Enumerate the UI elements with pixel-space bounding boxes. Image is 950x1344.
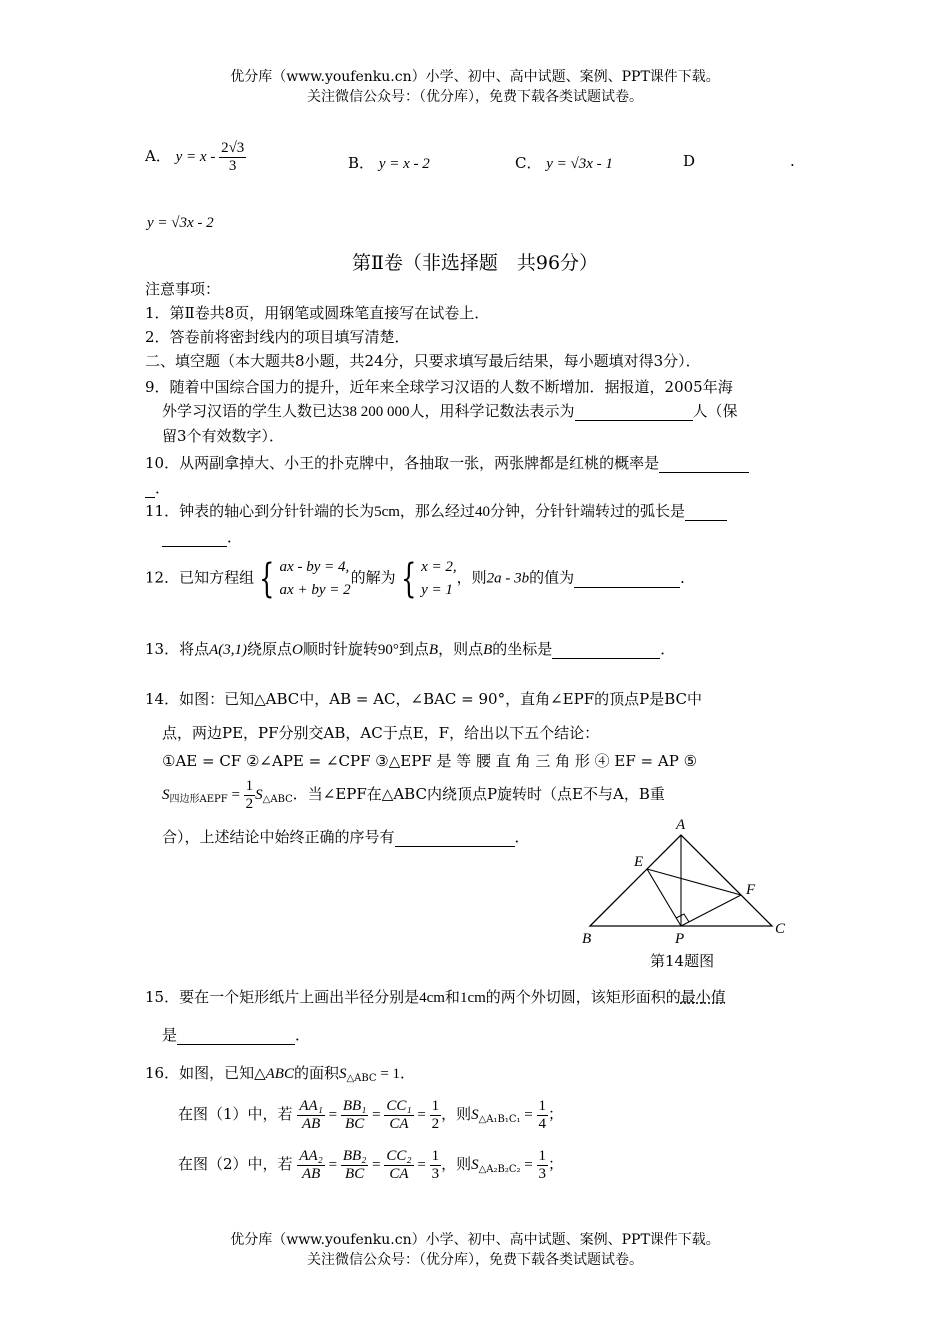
label-b: B <box>582 931 592 947</box>
q16-fig2-line <box>178 1148 563 1182</box>
q13-text-mid2: 顺时针旋转 <box>302 640 378 658</box>
q13-answer-blank[interactable] <box>552 640 660 659</box>
segment-pf <box>681 895 741 926</box>
q14-half-num: 1 <box>245 778 254 794</box>
q16-text-a: 16．如图，已知△ <box>145 1064 266 1082</box>
q16-fig1-value <box>430 1098 442 1132</box>
q16-fig1-r1-num: AA₁ <box>299 1098 323 1114</box>
q14-answer-blank[interactable] <box>395 828 515 847</box>
option-b-expr: y = x - 2 <box>378 156 430 172</box>
q16-fig1-ratio2 <box>341 1098 369 1132</box>
q14-line1: 14．如图：已知△ABC中，AB = AC，∠BAC = 90°，直角∠EPF的顶点P是BC中 <box>145 690 702 708</box>
q14-s-quad-sub: 四边形AEPF <box>169 794 228 805</box>
q16-fig1-res-num: 1 <box>538 1098 546 1114</box>
q13 <box>145 638 675 659</box>
q16-fig2-s-sub: △A₂B₂C₂ <box>478 1164 521 1175</box>
q15-r1: 4cm <box>419 990 445 1006</box>
option-a-den: 3 <box>228 157 237 174</box>
q16-line1 <box>145 1062 415 1084</box>
q16-fig1-ratio3 <box>384 1098 413 1132</box>
option-c <box>515 152 613 173</box>
q16-fig1-eq3: = <box>413 1107 430 1123</box>
option-d-expr: y = √3x - 2 <box>147 215 214 231</box>
label-p: P <box>675 931 685 947</box>
q16-fig2-r3-num: CC₂ <box>386 1148 412 1164</box>
q9-text-b: 人，用科学记数法表示为 <box>409 402 575 420</box>
label-a: A <box>676 817 686 833</box>
q16-fig2-r2-den: BC <box>345 1165 365 1182</box>
q11-length: 5cm <box>374 504 400 520</box>
q9-line2 <box>162 400 738 421</box>
note-1: 1．第Ⅱ卷共8页，用钢笔或圆珠笔直接写在试卷上． <box>145 304 490 322</box>
q16-fig1-res-den: 4 <box>538 1115 546 1132</box>
q16-fig1-ratio1 <box>297 1098 325 1132</box>
q16-fig2-r1-num: AA₂ <box>299 1148 323 1164</box>
q14-line3: ①AE = CF ②∠APE = ∠CPF ③△EPF 是 等 腰 直 角 三 角 形 ④ EF = AP ⑤ <box>162 752 698 770</box>
q16-fig2-ratio3 <box>384 1148 413 1182</box>
q14-eq: = <box>227 787 244 803</box>
q13-point-a: A(3,1) <box>209 642 247 658</box>
option-a-label: A． <box>145 147 171 165</box>
q14-line4-text: ．当∠EPF在△ABC内绕顶点P旋转时（点E不与A，B重 <box>292 785 665 803</box>
option-a-num: 2√3 <box>221 140 245 156</box>
q16-fig2-r2-num: BB₂ <box>342 1148 367 1164</box>
q14-end: ． <box>514 828 530 846</box>
page-header-line1: 优分库（www.youfenku.cn）小学、初中、高中试题、案例、PPT课件下载。 <box>230 69 720 85</box>
option-a <box>145 140 246 174</box>
option-b <box>348 152 430 173</box>
q13-point-b: B <box>428 642 439 658</box>
q10-answer-blank-cont[interactable] <box>145 479 155 498</box>
q15-line1 <box>145 986 726 1007</box>
section-title: 第Ⅱ卷（非选择题 共96分） <box>351 252 599 274</box>
q11-text-a: 11．钟表的轴心到分针针端的长为 <box>145 502 375 520</box>
q14-line5 <box>162 826 530 847</box>
q16-fig2-val-num: 1 <box>431 1148 440 1164</box>
q16-fig2-s: S <box>471 1157 479 1173</box>
fill-section-title: 二、填空题（本大题共8小题，共24分，只要求填写最后结果，每小题填对得3分）． <box>145 352 701 370</box>
q16-fig2-r3-den: CA <box>389 1165 409 1182</box>
page-footer-line1: 优分库（www.youfenku.cn）小学、初中、高中试题、案例、PPT课件下载。 <box>230 1232 720 1248</box>
q12-text-mid: 的解为 <box>350 568 396 587</box>
q15-text-b: 的两个外切圆，该矩形面积的 <box>485 988 681 1006</box>
q16-fig2-value <box>430 1148 442 1182</box>
q13-point-b2: B <box>483 642 493 658</box>
q15-answer-blank[interactable] <box>177 1026 295 1045</box>
q12-sol1: x = 2, <box>421 559 457 575</box>
note-2: 2．答卷前将密封线内的项目填写清楚． <box>145 328 410 346</box>
q16-fig1-r3-num: CC₁ <box>386 1098 412 1114</box>
q14-line5-text: 合），上述结论中始终正确的序号有 <box>162 828 395 846</box>
q12-brace-2: { <box>400 555 416 602</box>
q9-number: 38 200 000 <box>342 404 410 420</box>
q9-text-c: 人（保 <box>692 402 738 420</box>
q16-fig2-res-den: 3 <box>538 1165 546 1182</box>
q16-fig2-eq3: = <box>413 1157 430 1173</box>
q11-answer-blank[interactable] <box>685 502 727 521</box>
q11-text-b: ，那么经过 <box>399 502 475 520</box>
q16-fig2-end: ； <box>548 1155 564 1173</box>
option-c-label: C． <box>515 154 542 172</box>
q14-s-abc-sub: △ABC <box>262 794 293 805</box>
q16-text-b: 的面积 <box>293 1064 339 1082</box>
q16-fig2-r1-den: AB <box>301 1165 321 1182</box>
q13-origin: O <box>292 642 303 658</box>
q16-fig2-res-num: 1 <box>538 1148 546 1164</box>
q14-figure <box>580 812 800 947</box>
option-d-dot: . <box>790 152 795 170</box>
q16-fig1-eq1: = <box>324 1107 341 1123</box>
q16-fig1-val-den: 2 <box>431 1115 440 1132</box>
q15-end: ． <box>295 1026 311 1044</box>
q12-end: ． <box>680 568 696 587</box>
q12-text-post2: 的值为 <box>529 568 575 587</box>
q14-line2: 点，两边PE，PF分别交AB，AC于点E，F，给出以下五个结论： <box>162 724 600 742</box>
q16-fig1-end: ； <box>548 1105 564 1123</box>
q14-caption: 第14题图 <box>650 952 715 970</box>
q12-eq2: ax + by = 2 <box>279 581 351 598</box>
q16-fig2-ratio2 <box>341 1148 369 1182</box>
q16-fig2-eq1: = <box>324 1157 341 1173</box>
option-b-label: B． <box>348 154 375 172</box>
page-header-line2: 关注微信公众号：（优分库），免费下载各类试题试卷。 <box>307 89 643 105</box>
option-a-fraction <box>219 140 246 174</box>
q11-answer-blank-cont[interactable] <box>162 528 227 547</box>
q10-line1 <box>145 452 749 473</box>
q10-end: ． <box>155 479 171 497</box>
q14-s-quad: S <box>162 787 170 803</box>
q16-fig1-r2-num: BB₁ <box>342 1098 367 1114</box>
q9-text-a: 外学习汉语的学生人数已达 <box>162 402 343 420</box>
q16-s-sub: △ABC <box>346 1073 377 1084</box>
option-c-expr: y = √3x - 1 <box>546 156 613 172</box>
q16-fig1-eq2: = <box>368 1107 385 1123</box>
q12-system <box>280 556 351 601</box>
label-c: C <box>775 921 786 937</box>
q14-s-abc: S <box>255 787 263 803</box>
q16-fig2-result <box>537 1148 549 1182</box>
q12-text-post1: ，则 <box>456 568 487 587</box>
q11-end: ． <box>227 528 243 546</box>
option-a-expr: y = x - <box>175 149 220 165</box>
q15-text-c: 是 <box>162 1026 178 1044</box>
q16-fig1-s-sub: △A₁B₁C₁ <box>478 1114 521 1125</box>
q16-fig2-eq4: = <box>520 1157 537 1173</box>
q12-solution <box>421 556 457 601</box>
q13-angle: 90° <box>377 642 399 658</box>
option-d-label: D <box>683 152 696 170</box>
q13-text-post: 的坐标是 <box>492 640 553 658</box>
q16-fig1-val-num: 1 <box>431 1098 440 1114</box>
q12-sol2: y = 1 <box>421 581 453 598</box>
q9-line1: 9．随着中国综合国力的提升，近年来全球学习汉语的人数不断增加．据报道，2005年海 <box>145 378 733 396</box>
q16-fig2-val-den: 3 <box>431 1165 440 1182</box>
notes-title: 注意事项： <box>145 280 221 298</box>
q11-line2 <box>162 526 242 547</box>
q12-expr: 2a - 3b <box>486 570 530 587</box>
q16-fig1-r3-den: CA <box>389 1115 409 1132</box>
q16-text-c: = 1． <box>376 1066 416 1082</box>
q14-line4 <box>162 778 665 812</box>
q14-half <box>244 778 256 812</box>
page-footer-line2: 关注微信公众号：（优分库），免费下载各类试题试卷。 <box>307 1252 643 1268</box>
q11-text-c: 分钟，分针针端转过的弧长是 <box>489 502 685 520</box>
q9-answer-blank[interactable] <box>575 402 693 421</box>
q16-fig1-then: ，则 <box>441 1105 472 1123</box>
q15-r2: 1cm <box>459 990 486 1006</box>
q16-fig1-line <box>178 1098 563 1132</box>
q13-text-mid4: ，则点 <box>438 640 484 658</box>
q10-line2 <box>145 477 170 498</box>
q12-answer-blank[interactable] <box>574 569 680 588</box>
q15-text-a: 15．要在一个矩形纸片上画出半径分别是 <box>145 988 420 1006</box>
q16-fig2-eq2: = <box>368 1157 385 1173</box>
q9-line3: 留3个有效数字）． <box>162 427 285 445</box>
q12-eq1: ax - by = 4, <box>279 559 350 575</box>
q12-brace-1: { <box>259 555 275 602</box>
q13-text-mid3: 到点 <box>398 640 429 658</box>
q10-text: 10．从两副拿掉大、小王的扑克牌中，各抽取一张，两张牌都是红桃的概率是 <box>145 454 660 472</box>
q11-minutes: 40 <box>474 504 490 520</box>
q16-fig2-pre: 在图（2）中，若 <box>178 1155 293 1173</box>
q12 <box>145 556 695 601</box>
q15-line2 <box>162 1024 310 1045</box>
q10-answer-blank[interactable] <box>659 454 749 473</box>
q16-fig1-pre: 在图（1）中，若 <box>178 1105 293 1123</box>
q15-and: 和 <box>444 988 460 1006</box>
q16-fig1-s: S <box>471 1107 479 1123</box>
q16-fig1-r1-den: AB <box>301 1115 321 1132</box>
q13-end: ． <box>660 640 676 658</box>
q12-text-pre: 12．已知方程组 <box>145 568 255 587</box>
q16-fig2-ratio1 <box>297 1148 325 1182</box>
q16-s: S <box>338 1066 347 1082</box>
q16-fig1-result <box>537 1098 549 1132</box>
q16-fig1-eq4: = <box>520 1107 537 1123</box>
segment-ef <box>647 869 741 895</box>
q16-fig1-r2-den: BC <box>345 1115 365 1132</box>
q13-text-pre: 13．将点 <box>145 640 210 658</box>
q13-text-mid1: 绕原点 <box>247 640 293 658</box>
q16-abc: ABC <box>265 1066 294 1082</box>
q15-emphasis: 最小值 <box>680 988 726 1006</box>
q11-line1 <box>145 500 727 521</box>
label-e: E <box>634 854 644 870</box>
q14-half-den: 2 <box>245 795 254 812</box>
q16-fig2-then: ，则 <box>441 1155 472 1173</box>
label-f: F <box>746 882 756 898</box>
